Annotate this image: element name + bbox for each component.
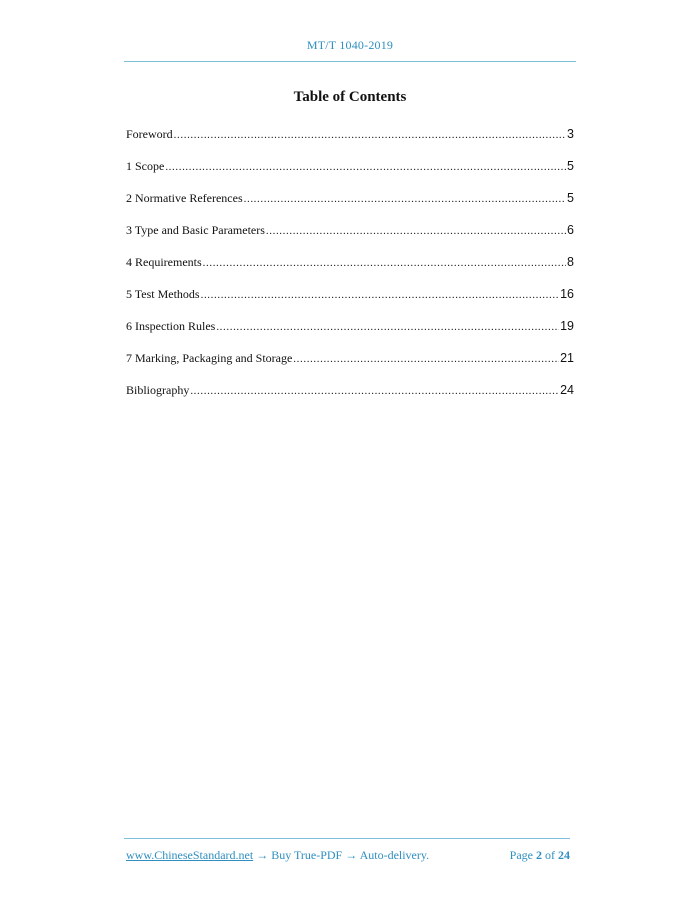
page-word: Page xyxy=(509,848,533,862)
toc-entry-normative-references[interactable] xyxy=(126,188,574,220)
toc-dot-leader xyxy=(174,125,566,145)
toc-entry-page-number: 3 xyxy=(567,127,574,141)
toc-dot-leader xyxy=(190,381,559,401)
toc-entry-label: 6 Inspection Rules xyxy=(126,319,216,333)
toc-entry-label: 7 Marking, Packaging and Storage xyxy=(126,351,293,365)
toc-entry-label: 5 Test Methods xyxy=(126,287,200,301)
toc-entry-page-number: 6 xyxy=(567,223,574,237)
toc-entry-inspection-rules[interactable] xyxy=(126,316,574,348)
current-page-number: 2 xyxy=(536,848,542,862)
toc-dot-leader xyxy=(293,349,559,369)
toc-entry-label: Bibliography xyxy=(126,383,190,397)
toc-entry-foreword[interactable] xyxy=(126,124,574,156)
toc-entry-page-number: 16 xyxy=(560,287,574,301)
page-title: Table of Contents xyxy=(293,89,407,105)
total-pages-number: 24 xyxy=(558,848,570,862)
of-word: of xyxy=(545,848,555,862)
toc-entry-label: 2 Normative References xyxy=(126,191,243,205)
toc-entry-label: 3 Type and Basic Parameters xyxy=(126,223,265,237)
toc-entry-page-number: 8 xyxy=(567,255,574,269)
toc-entry-requirements[interactable] xyxy=(126,252,574,284)
header-standard-code: MT/T 1040-2019 xyxy=(306,38,394,52)
toc-entry-bibliography[interactable] xyxy=(126,380,574,412)
toc-entry-page-number: 24 xyxy=(560,383,574,397)
toc-entry-page-number: 19 xyxy=(560,319,574,333)
toc-dot-leader xyxy=(201,285,559,305)
toc-entry-label: 4 Requirements xyxy=(126,255,202,269)
toc-entry-test-methods[interactable] xyxy=(126,284,574,316)
footer-divider xyxy=(124,838,570,839)
header-divider xyxy=(124,61,576,62)
footer-promo xyxy=(126,848,429,863)
toc-entry-scope[interactable] xyxy=(126,156,574,188)
toc-dot-leader xyxy=(266,221,566,241)
toc-entry-page-number: 21 xyxy=(560,351,574,365)
site-link[interactable]: www.ChineseStandard.net xyxy=(126,848,254,862)
footer-tagline: → Buy True-PDF → Auto-delivery. xyxy=(253,848,430,862)
toc-dot-leader xyxy=(216,317,559,337)
toc-entry-marking-packaging-storage[interactable] xyxy=(126,348,574,380)
toc-entry-type-and-basic-parameters[interactable] xyxy=(126,220,574,252)
toc-dot-leader xyxy=(244,189,566,209)
toc-entry-page-number: 5 xyxy=(567,159,574,173)
page-indicator xyxy=(510,848,570,863)
toc-entry-page-number: 5 xyxy=(567,191,574,205)
toc-dot-leader xyxy=(203,253,566,273)
toc-entry-label: Foreword xyxy=(126,127,173,141)
toc-dot-leader xyxy=(165,157,566,177)
table-of-contents xyxy=(126,124,574,412)
toc-entry-label: 1 Scope xyxy=(126,159,165,173)
